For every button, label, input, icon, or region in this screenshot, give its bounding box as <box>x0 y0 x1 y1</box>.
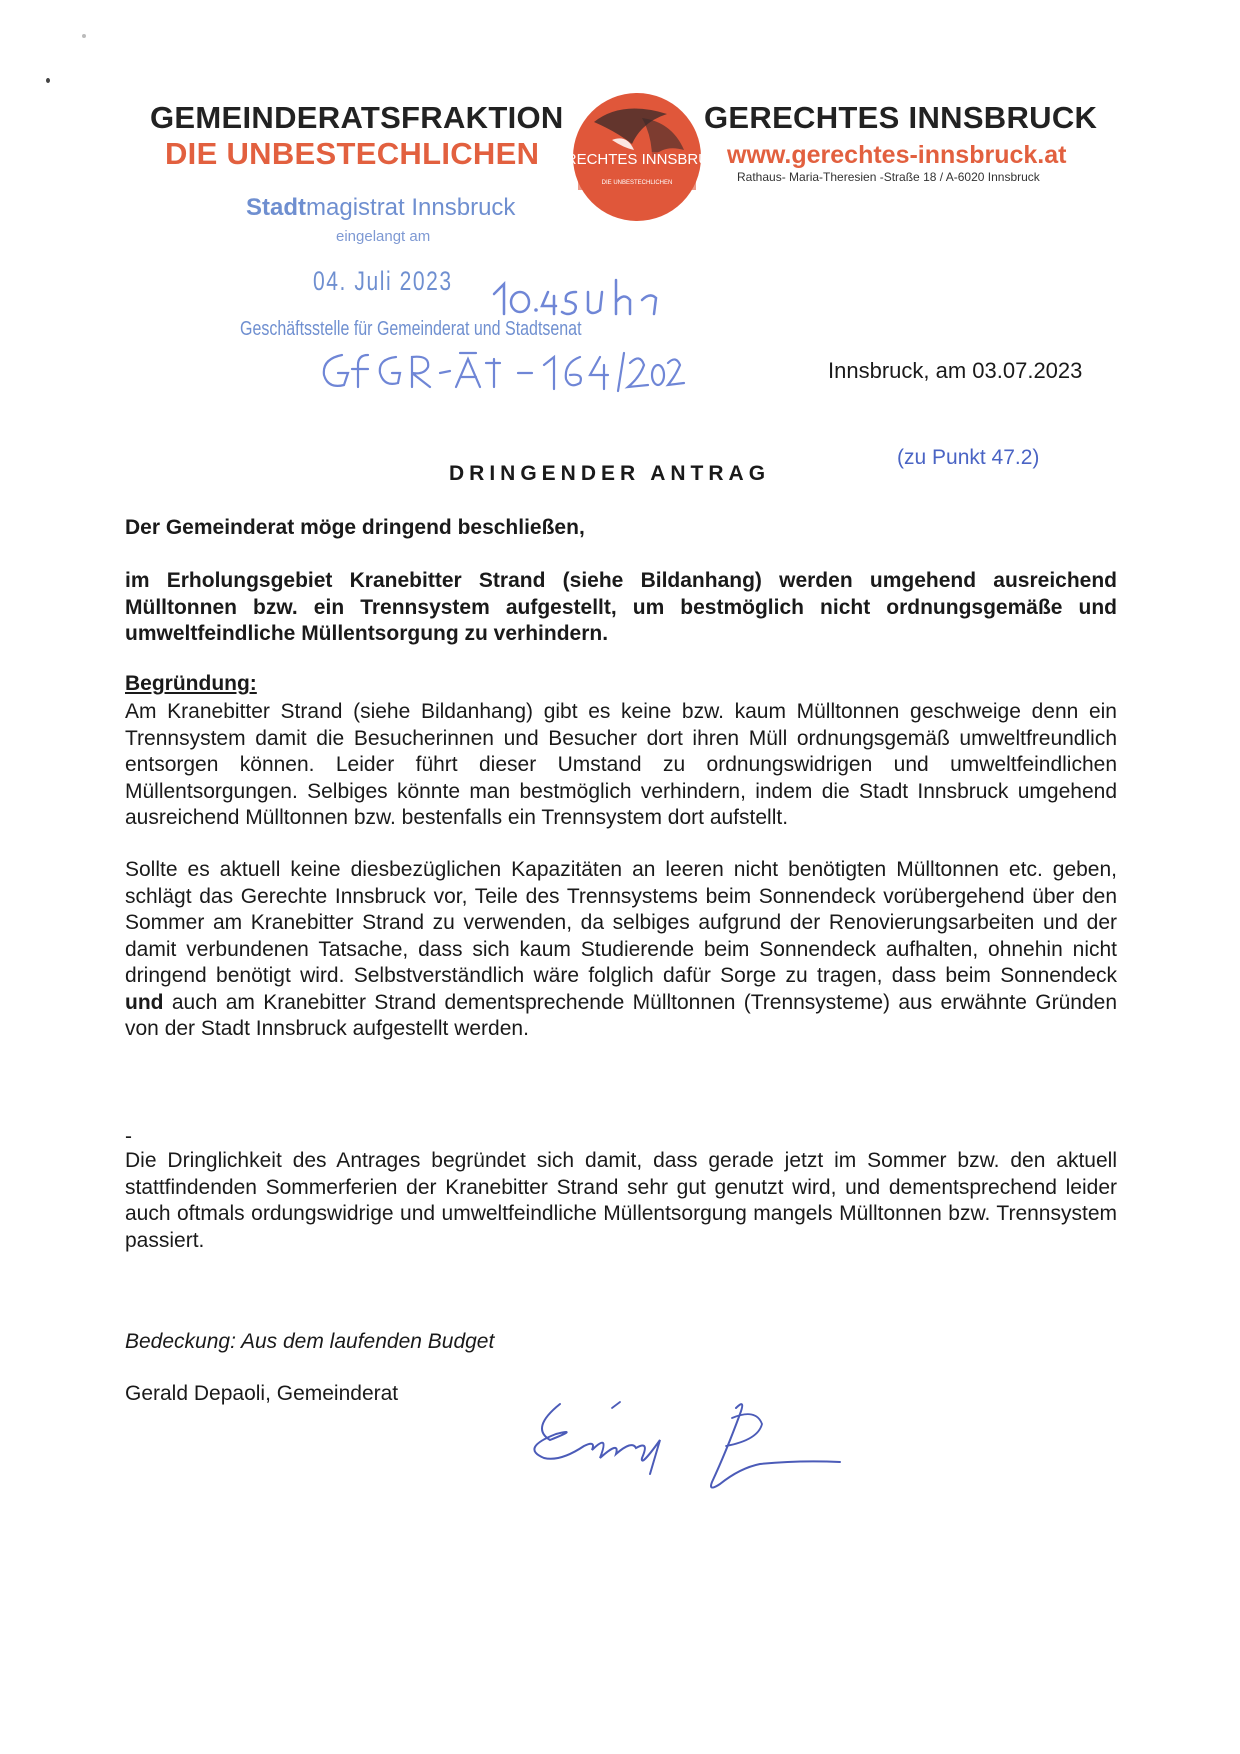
justification-heading: Begründung: <box>125 672 257 695</box>
letterhead-faction-title: GEMEINDERATSFRAKTION <box>150 100 564 135</box>
signer-name: Gerald Depaoli, Gemeinderat <box>125 1382 399 1405</box>
justification-paragraph-2 <box>125 857 1117 1043</box>
handwritten-reference <box>318 345 688 395</box>
party-logo <box>544 92 730 222</box>
stamp-received-label: eingelangt am <box>336 228 431 245</box>
motion-intro: Der Gemeinderat möge dringend beschließen, <box>125 516 585 539</box>
motion-body: im Erholungsgebiet Kranebitter Strand (siehe Bildanhang) werden umgehend ausreichend Mülltonnen bzw. ein Trennsystem aufgestellt, um bestmöglich nicht ordnungsgemäße und umweltfeindliche Müllentsorgung zu verhindern. <box>125 569 1117 645</box>
handwritten-time <box>490 270 690 320</box>
scan-speck <box>82 34 86 38</box>
letterhead-website-link[interactable]: www.gerechtes-innsbruck.at <box>727 141 1067 169</box>
letterhead-address: Rathaus- Maria-Theresien -Straße 18 / A-6020 Innsbruck <box>737 170 1040 184</box>
urgency-paragraph: Die Dringlichkeit des Antrages begründet sich damit, dass gerade jetzt im Sommer bzw. den aktuell stattfindenden Sommerferien der Kranebitter Strand sehr gut genutzt wird, und dementsprechend leider auch oftmals ordungswidrige und umweltfeindliche Müllentsorgung mangels Mülltonnen bzw. Trennsystem passiert. <box>125 1149 1117 1252</box>
budget-coverage: Bedeckung: Aus dem laufenden Budget <box>125 1330 495 1353</box>
agenda-reference: (zu Punkt 47.2) <box>897 446 1040 469</box>
place-and-date: Innsbruck, am 03.07.2023 <box>828 358 1083 383</box>
handwritten-signature <box>500 1388 860 1498</box>
letterhead-faction-subtitle: DIE UNBESTECHLICHEN <box>165 136 540 171</box>
letterhead-party-name: GERECHTES INNSBRUCK <box>704 100 1098 135</box>
logo-subtext: DIE UNBESTECHLICHEN <box>601 180 673 186</box>
stamp-received-date: 04. Juli 2023 <box>313 266 453 296</box>
stamp-department: Geschäftsstelle für Gemeinderat und Stadtsenat <box>240 318 582 340</box>
justification-paragraph-2-part-1: Sollte es aktuell keine diesbezüglichen Kapazitäten an leeren nicht benötigten Mülltonnen etc. geben, schlägt das Gerechte Innsbruck vor, Teile des Trennsystems beim Sonnendeck vorübergehend über den Sommer am Kranebitter Strand zu verwenden, da selbiges aufgrund der Renovierungsarbeiten und der damit verbundenen Tatsache, dass sich kaum Studierende beim Sonnendeck aufhalten, ohnehin nicht dringend benötigt wird. Selbstverständlich wäre folglich dafür Sorge zu tragen, dass beim Sonnendeck <box>125 858 1117 987</box>
scan-speck <box>46 78 50 83</box>
separator-dash: - <box>125 1125 132 1148</box>
justification-paragraph-2-part-2: auch am Kranebitter Strand dementsprechende Mülltonnen (Trennsysteme) aus erwähnte Gründen von der Stadt Innsbruck aufgestellt werden. <box>125 990 1117 1040</box>
stamp-office-name <box>246 194 515 222</box>
stamp-office-name-rest: magistrat Innsbruck <box>306 194 516 221</box>
document-title: DRINGENDER ANTRAG <box>449 462 771 485</box>
logo-text: GERECHTES INNSBRUCK <box>544 151 730 168</box>
stamp-office-name-bold: Stadt <box>246 194 306 221</box>
justification-paragraph-1: Am Kranebitter Strand (siehe Bildanhang) gibt es keine bzw. kaum Mülltonnen geschweige denn ein Trennsystem damit die Besucherinnen und Besucher dort ihren Müll ordnungsgemäß umweltfreundlich entsorgen können. Leider führt dieser Umstand zu ordnungswidrigen und umweltfeindlichen Müllentsorgungen. Selbiges könnte man bestmöglich verhindern, indem die Stadt Innsbruck umgehend ausreichend Mülltonnen bzw. bestenfalls ein Trennsystem dort aufstellt. <box>125 700 1117 829</box>
justification-emphasis: und <box>125 990 164 1014</box>
